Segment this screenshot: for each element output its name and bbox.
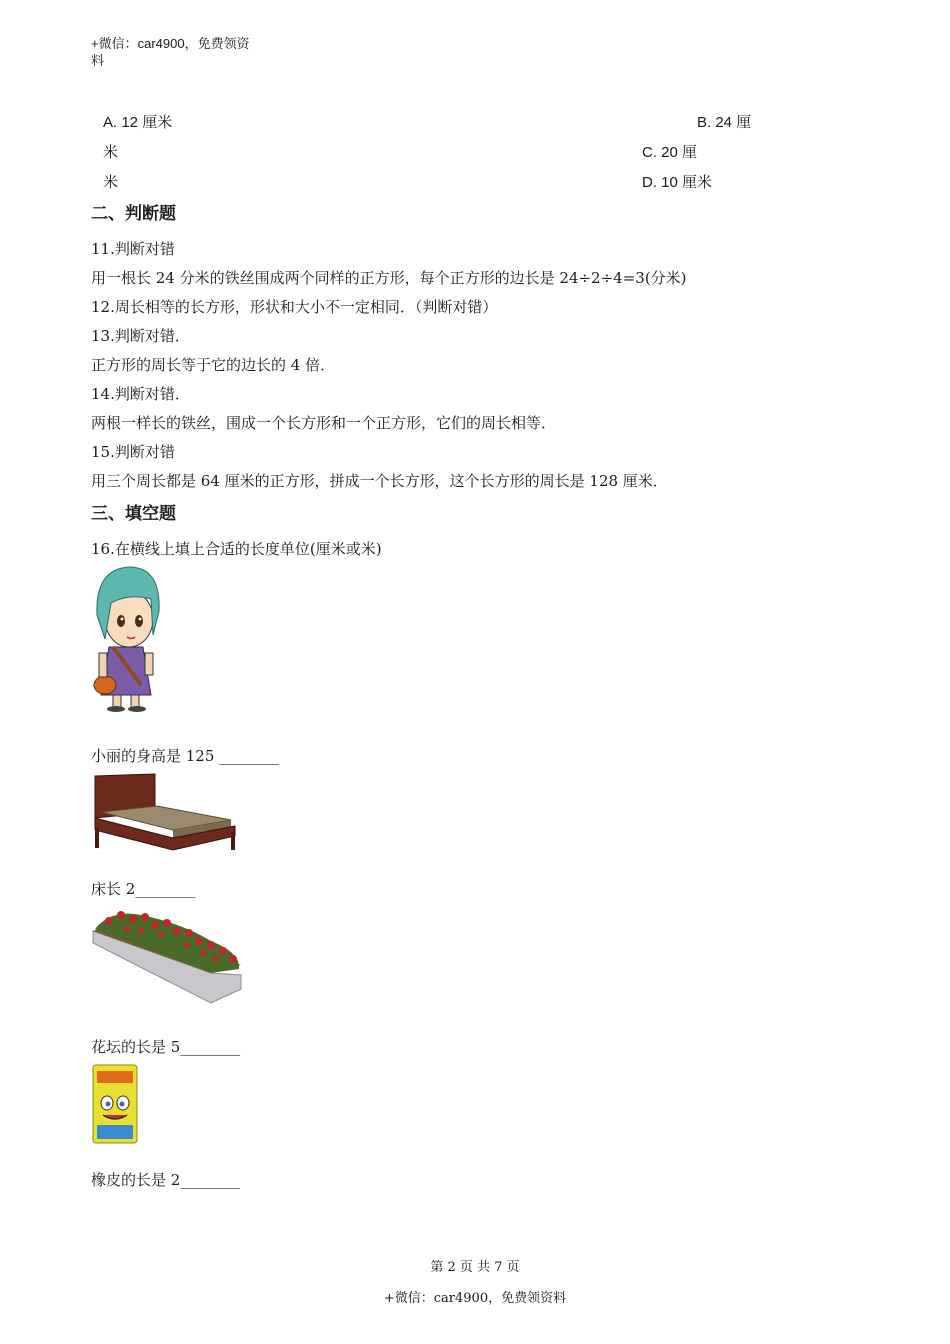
header-wechat-line2: 料	[91, 53, 105, 68]
question-13-text: 正方形的周长等于它的边长的 4 倍．	[91, 356, 336, 374]
question-14: 14.判断对错．	[91, 385, 190, 403]
option-a: A. 12 厘米	[103, 114, 173, 131]
question-11-text: 用一根长 24 分米的铁丝围成两个同样的正方形，每个正方形的边长是 24÷2÷4=3(分米)	[91, 269, 687, 287]
girl-illustration	[91, 563, 163, 713]
fill-eraser-length: 橡皮的长是 2________	[91, 1171, 241, 1189]
option-b-continued: 米	[103, 144, 119, 161]
bed-illustration	[91, 772, 237, 852]
question-16: 16.在横线上填上合适的长度单位(厘米或米)	[91, 540, 382, 558]
section-heading-fill-blank: 三、填空题	[91, 504, 176, 524]
question-14-text: 两根一样长的铁丝，围成一个长方形和一个正方形，它们的周长相等．	[91, 414, 557, 432]
fill-height: 小丽的身高是 125 ________	[91, 747, 280, 765]
footer-wechat: +微信：car4900，免费领资料	[383, 1291, 567, 1306]
question-13: 13.判断对错．	[91, 327, 190, 345]
flowerbed-illustration	[91, 903, 243, 1007]
option-d: D. 10 厘米	[642, 174, 713, 191]
eraser-illustration	[91, 1063, 139, 1145]
header-wechat-line1: +微信：car4900，免费领资	[91, 36, 250, 51]
option-c-continued: 米	[103, 174, 119, 191]
option-b: B. 24 厘	[697, 114, 752, 131]
page-number: 第 2 页 共 7 页	[430, 1260, 520, 1275]
section-heading-judgement: 二、判断题	[91, 204, 176, 224]
question-11: 11.判断对错	[91, 240, 175, 258]
fill-bed-length: 床长 2________	[91, 880, 196, 898]
question-15-text: 用三个周长都是 64 厘米的正方形，拼成一个长方形，这个长方形的周长是 128 厘米．	[91, 472, 668, 490]
question-12: 12.周长相等的长方形，形状和大小不一定相同．（判断对错）	[91, 298, 498, 316]
question-15: 15.判断对错	[91, 443, 175, 461]
option-c: C. 20 厘	[642, 144, 698, 161]
fill-flowerbed-length: 花坛的长是 5________	[91, 1038, 241, 1056]
